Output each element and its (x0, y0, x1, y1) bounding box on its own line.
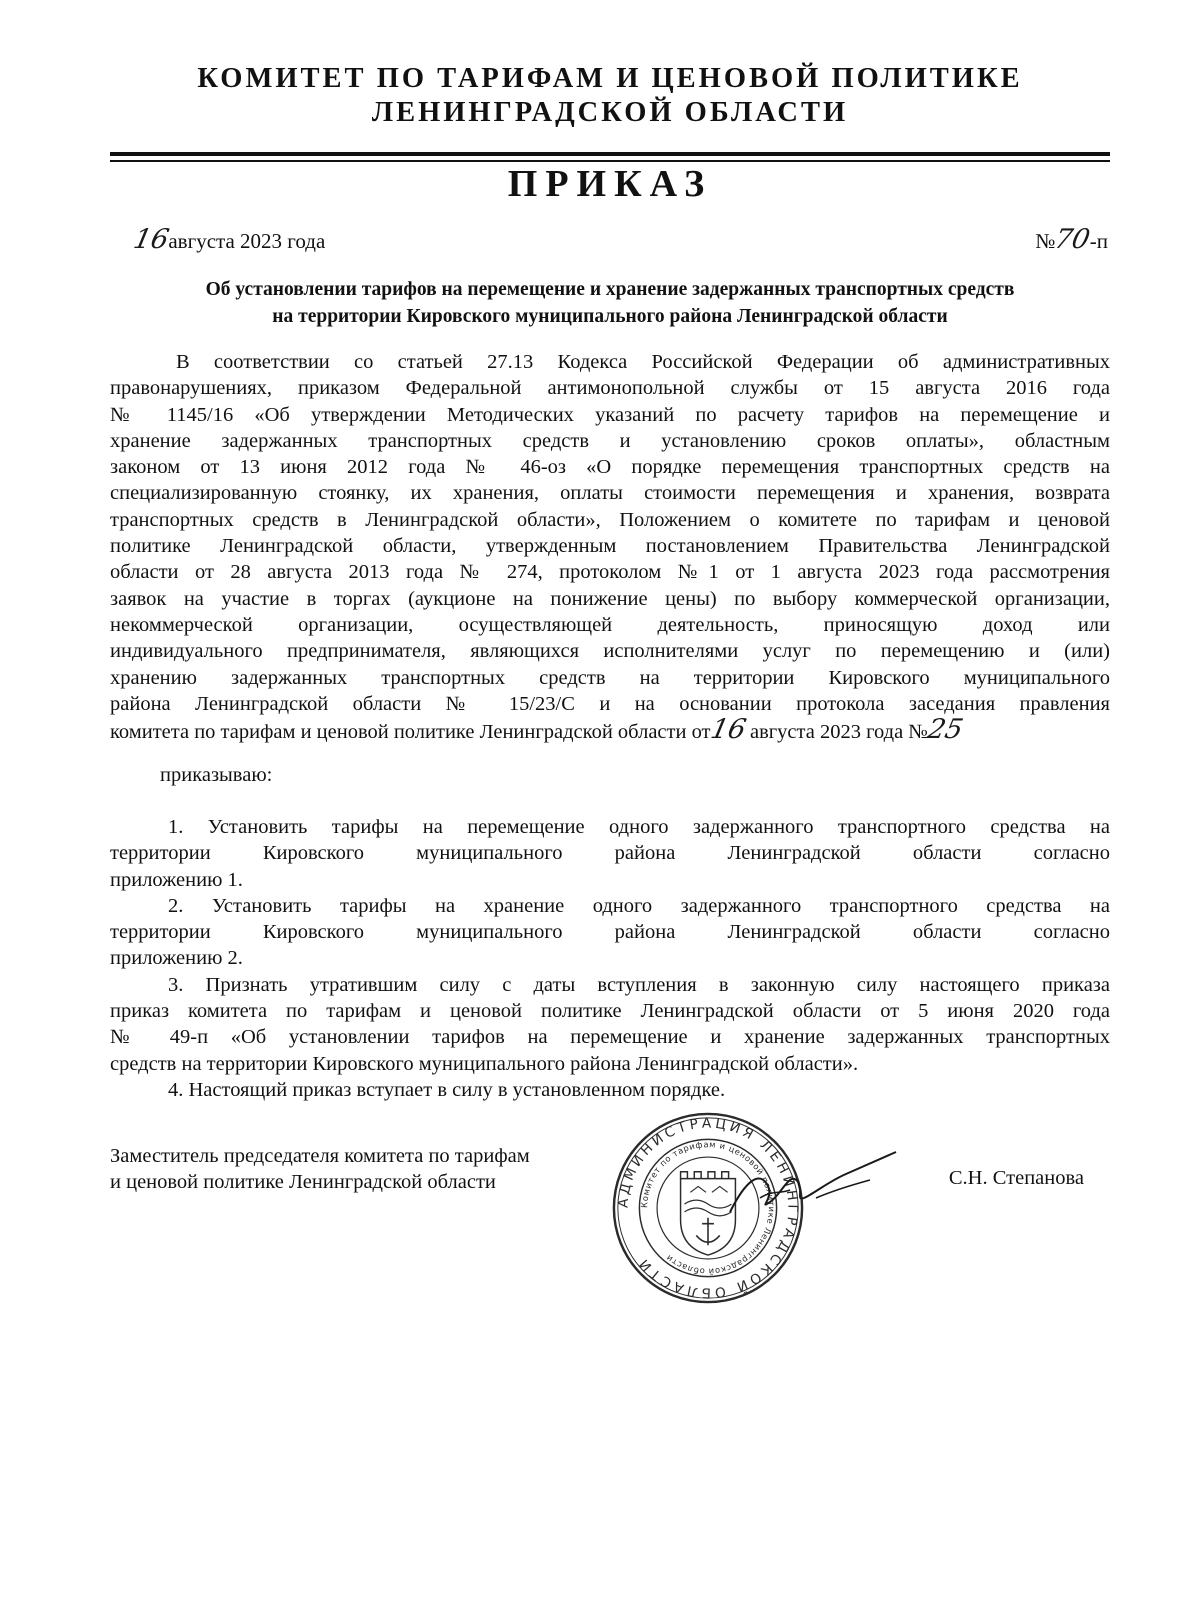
subject-line-1: Об установлении тарифов на перемещение и хранение задержанных транспортных средств (205, 279, 1015, 300)
order-item (110, 893, 1110, 972)
document-type-title: ПРИКАЗ (507, 163, 713, 205)
signatory-position (110, 1143, 530, 1195)
seal-outer-text: АДМИНИСТРАЦИЯ ЛЕНИНГРАДСКОЙ ОБЛАСТИ (615, 1115, 801, 1301)
handwritten-number: 70 (1052, 224, 1094, 255)
order-item-last-line: приложению 1. (110, 868, 243, 891)
preamble-last-middle: августа 2023 года № (744, 721, 928, 744)
preamble-last-text: комитета по тарифам и ценовой политике Ленинградской области от (110, 721, 711, 744)
preamble-line: правонарушениях, приказом Федеральной антимонопольной службы от 15 августа 2016 года (110, 377, 1110, 400)
preamble-line: хранению задержанных транспортных средств на территории Кировского муниципального (110, 666, 1110, 689)
preamble-line: политике Ленинградской области, утвержденным постановлением Правительства Ленинградской (110, 535, 1110, 558)
org-line-1: КОМИТЕТ ПО ТАРИФАМ И ЦЕНОВОЙ ПОЛИТИКЕ (197, 63, 1023, 94)
preamble-line: специализированную стоянку, их хранения, оплаты стоимости перемещения и хранения, возврата (110, 482, 1110, 505)
preamble-line: В соответствии со статьей 27.13 Кодекса Российской Федерации об административных (176, 351, 1110, 373)
order-item-line: 1. Установить тарифы на перемещение одного задержанного транспортного средства на (168, 816, 1110, 838)
order-items (110, 814, 1110, 1103)
preamble-last-line (110, 714, 1110, 746)
order-item-line: территории Кировского муниципального района Ленинградской области согласно (110, 842, 1110, 865)
preamble-line: транспортных средств в Ленинградской области», Положением о комитете по тарифам и ценовой (110, 508, 1110, 531)
organization-header (110, 62, 1110, 130)
signatory-name: С.Н. Степанова (948, 1167, 1084, 1189)
header-rule-thick (110, 152, 1110, 156)
document-date (130, 224, 326, 255)
order-item-line: территории Кировского муниципального района Ленинградской области согласно (110, 921, 1110, 944)
preamble-line: индивидуального предпринимателя, являющихся исполнителями услуг по перемещению и (или) (110, 640, 1110, 663)
handwritten-protocol-number: 25 (924, 714, 966, 746)
number-suffix: -п (1089, 229, 1108, 253)
preamble-line: района Ленинградской области № 15/23/С и на основании протокола заседания правления (110, 692, 1110, 715)
order-item (110, 814, 1110, 893)
date-month-year: августа 2023 года (168, 229, 326, 253)
preamble-line: заявок на участие в торгах (аукционе на понижение цены) по выбору коммерческой организации, (110, 587, 1110, 610)
order-item (110, 972, 1110, 1077)
order-item-line: приказ комитета по тарифам и ценовой политике Ленинградской области от 5 июня 2020 года (110, 1000, 1110, 1023)
position-line-1: Заместитель председателя комитета по тарифам (110, 1145, 530, 1167)
handwritten-protocol-day: 16 (707, 714, 749, 746)
order-item (110, 1077, 1110, 1103)
handwritten-signature (720, 1140, 900, 1230)
number-prefix: № (1035, 229, 1056, 253)
order-item-line: 3. Признать утратившим силу с даты вступления в законную силу настоящего приказа (168, 973, 1110, 996)
handwritten-date-day: 16 (130, 224, 172, 255)
order-item-last-line: 4. Настоящий приказ вступает в силу в установленном порядке. (168, 1078, 726, 1101)
preamble-line: хранение задержанных транспортных средств и установлению сроков оплаты», областным (110, 429, 1110, 452)
org-line-2: ЛЕНИНГРАДСКОЙ ОБЛАСТИ (371, 97, 849, 128)
subject-line-2: на территории Кировского муниципального района Ленинградской области (272, 306, 948, 327)
preamble-line: области от 28 августа 2013 года № 274, протоколом №1 от 1 августа 2023 года рассмотрения (110, 561, 1110, 584)
order-word: приказываю: (160, 764, 273, 786)
preamble-line: некоммерческой организации, осуществляющей деятельность, приносящую доход или (110, 613, 1110, 636)
preamble-paragraph (110, 349, 1110, 745)
order-item-last-line: приложению 2. (110, 947, 243, 970)
preamble-line: законом от 13 июня 2012 года № 46-оз «О порядке перемещения транспортных средств на (110, 456, 1110, 479)
order-item-last-line: средств на территории Кировского муниципального района Ленинградской области». (110, 1052, 859, 1075)
seal-inner-text: Комитет по тарифам и ценовой политике Ленинградской области (639, 1139, 777, 1277)
position-line-2: и ценовой политике Ленинградской области (110, 1171, 496, 1193)
preamble-line: № 1145/16 «Об утверждении Методических указаний по расчету тарифов на перемещение и (110, 403, 1110, 426)
order-item-line: 2. Установить тарифы на хранение одного задержанного транспортного средства на (168, 894, 1110, 917)
document-number (1035, 224, 1108, 255)
document-subject (110, 276, 1110, 330)
order-item-line: № 49-п «Об установлении тарифов на перемещение и хранение задержанных транспортных (110, 1026, 1110, 1049)
